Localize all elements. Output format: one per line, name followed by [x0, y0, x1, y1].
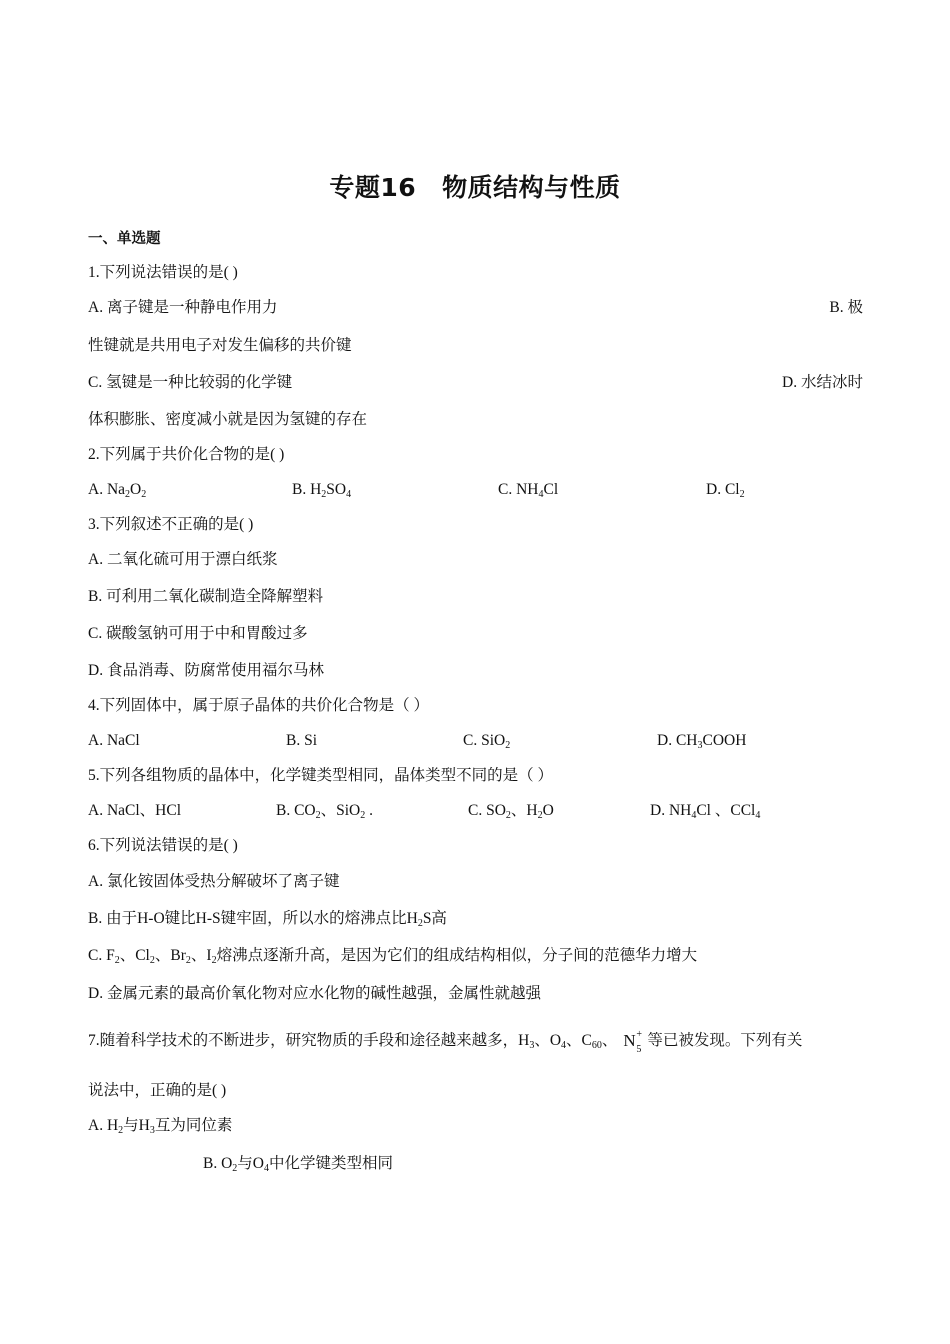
question-6-stem: 6.下列说法错误的是( ) [88, 837, 238, 854]
question-3-stem: 3.下列叙述不正确的是( ) [88, 516, 254, 533]
question-6-option-b: B. 由于H-O键比H-S键牢固，所以水的熔沸点比$H_2S$高 [88, 910, 447, 929]
question-7-option-a: A. $H_2$与$H_3$互为同位素 [88, 1117, 233, 1136]
question-4-stem: 4.下列固体中，属于原子晶体的共价化合物是（ ） [88, 697, 430, 714]
question-4-option-a: A. NaCl [88, 732, 140, 749]
question-4-option-d: D. $CH_3COOH$ [657, 732, 747, 751]
question-2-option-d: D. $Cl_2$ [706, 481, 745, 500]
title-sub: 物质结构与性质 [442, 173, 621, 202]
title-main: 专题16 [329, 173, 417, 202]
question-2-stem: 2.下列属于共价化合物的是( ) [88, 446, 285, 463]
question-5-option-a: A. NaCl、HCl [88, 802, 182, 819]
page-title [0, 168, 950, 204]
question-7-stem: 7.随着科学技术的不断进步，研究物质的手段和途径越来越多，$H_3$、$O_4$、$C_{60}$、 N + 5 等已被发现。下列有关 [88, 1029, 803, 1056]
question-2-option-c: C. $NH_4Cl$ [498, 481, 559, 500]
question-1-option-a: A. 离子键是一种静电作用力 [88, 299, 278, 316]
question-1-option-b-cont: 性键就是共用电子对发生偏移的共价键 [88, 337, 352, 354]
question-7-stem-cont: 说法中，正确的是( ) [88, 1082, 227, 1099]
section-heading: 一、单选题 [88, 231, 161, 247]
question-2-option-b: B. $H_2SO_4$ [292, 481, 352, 500]
question-1-option-b-start: B. 极 [829, 299, 863, 316]
question-7-option-b: B. $O_2$与$O_4$中化学键类型相同 [203, 1155, 394, 1174]
question-3-option-d: D. 食品消毒、防腐常使用福尔马林 [88, 662, 324, 679]
question-1-option-d-start: D. 水结冰时 [782, 374, 863, 391]
question-6-option-a: A. 氯化铵固体受热分解破坏了离子键 [88, 873, 340, 890]
question-6-option-d: D. 金属元素的最高价氧化物对应水化物的碱性越强，金属性就越强 [88, 985, 541, 1002]
question-2-option-a: A. $Na_2O_2$ [88, 481, 147, 500]
question-5-option-c: C. $SO_2$、$H_2O$ [468, 802, 554, 821]
question-6-option-c: C. $F_2$、$Cl_2$、$Br_2$、$I_2$熔沸点逐渐升高，是因为它们的组成结构相似，分子间的范德华力增大 [88, 947, 698, 966]
question-3-option-b: B. 可利用二氧化碳制造全降解塑料 [88, 588, 324, 605]
question-4-option-c: C. SiO$_2$ [463, 732, 511, 751]
question-5-option-b: B. $CO_2$、SiO$_2$ . [276, 802, 373, 821]
question-1-stem: 1.下列说法错误的是( ) [88, 264, 238, 281]
question-5-stem: 5.下列各组物质的晶体中，化学键类型相同，晶体类型不同的是（ ） [88, 767, 554, 784]
question-3-option-a: A. 二氧化硫可用于漂白纸浆 [88, 551, 278, 568]
pentazenium-ion: N + 5 [623, 1029, 643, 1056]
question-5-option-d: D. $NH_4Cl$ 、CCl$_4$ [650, 802, 761, 821]
question-3-option-c: C. 碳酸氢钠可用于中和胃酸过多 [88, 625, 308, 642]
question-4-option-b: B. Si [286, 732, 318, 749]
question-1-option-c: C. 氢键是一种比较弱的化学键 [88, 374, 293, 391]
question-1-option-d-cont: 体积膨胀、密度减小就是因为氢键的存在 [88, 411, 368, 428]
